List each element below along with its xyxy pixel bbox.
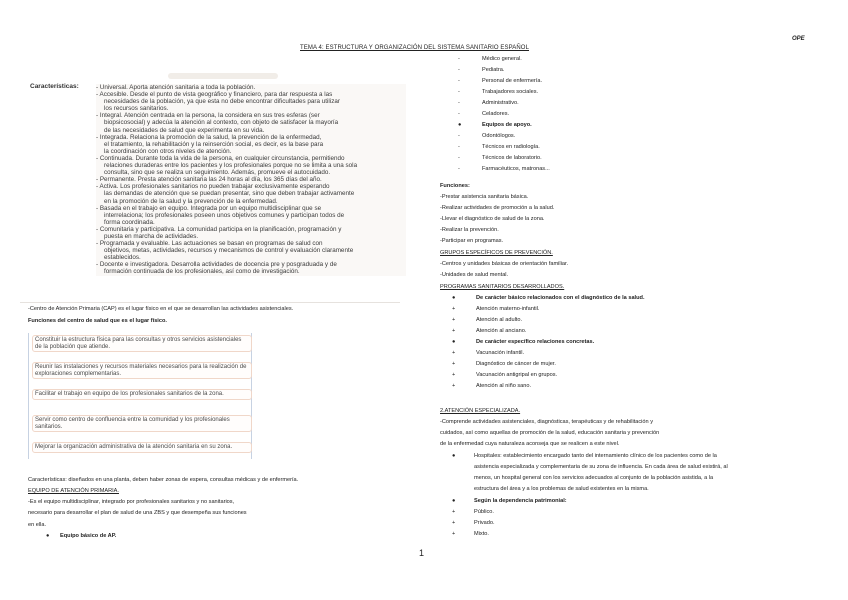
caracteristica-line: consulta, sino que se realiza un seguimiento. Además, promueve el autocuidado. bbox=[104, 169, 331, 177]
funciones-list bbox=[440, 192, 820, 247]
caracteristica-line: los recursos sanitarios. bbox=[104, 105, 169, 113]
list-item bbox=[452, 304, 832, 315]
list-item bbox=[452, 337, 832, 348]
list-item bbox=[458, 54, 838, 65]
equipo-basico-item bbox=[46, 531, 116, 542]
caracteristica-line: - Integral. Atención centrada en la persona, la considera en sus tres esferas (ser bbox=[96, 112, 320, 120]
bullet-icon: ● bbox=[458, 122, 462, 128]
list-item bbox=[452, 529, 832, 540]
especializada-line: de la enfermedad cuya naturaleza aconseja que se realicen a este nivel. bbox=[440, 441, 620, 447]
plus-icon: + bbox=[452, 372, 456, 378]
function-box: Servir como centro de confluencia entre la comunidad y los profesionales sanitarios. bbox=[32, 415, 252, 432]
list-item-label: Pediatra. bbox=[482, 67, 505, 73]
list-item-label: Atención al adulto. bbox=[476, 317, 523, 323]
page-number: 1 bbox=[419, 548, 425, 558]
grupos-title: GRUPOS ESPECÍFICOS DE PREVENCIÓN. bbox=[440, 250, 553, 256]
list-item bbox=[458, 164, 838, 175]
dependencia-list bbox=[452, 496, 832, 540]
caracteristica-line: - Activa. Los profesionales sanitarios no pueden trabajar exclusivamente esperando bbox=[96, 183, 330, 191]
plus-icon: + bbox=[452, 531, 456, 537]
list-item bbox=[458, 153, 838, 164]
especializada-text bbox=[440, 417, 840, 450]
function-box: Constituir la estructura física para las consultas y otros servicios asistenciales de la población que atiende. bbox=[32, 335, 252, 352]
programas-title: PROGRAMAS SANITARIOS DESARROLLADOS. bbox=[440, 284, 565, 290]
caracteristica-line: establecidos. bbox=[104, 254, 141, 262]
especializada-title: 2.ATENCIÓN ESPECIALIZADA. bbox=[440, 408, 521, 414]
plus-icon: + bbox=[452, 350, 456, 356]
list-item-label: Odontólogos. bbox=[482, 133, 516, 139]
staff-list bbox=[458, 54, 838, 175]
list-item-label: Técnicos en radiología. bbox=[482, 144, 540, 150]
bullet-icon: ● bbox=[452, 498, 456, 504]
function-box: Reunir las instalaciones y recursos materiales necesarios para la realización de exploraciones complementarias. bbox=[32, 362, 252, 379]
caracteristica-line: - Continuada. Durante toda la vida de la persona, en cualquier circunstancia, permitiendo bbox=[96, 154, 345, 162]
list-item bbox=[458, 76, 838, 87]
list-item bbox=[452, 496, 832, 507]
caracteristica-line: el tratamiento, la rehabilitación y la reinserción social, es decir, es la base para bbox=[104, 140, 324, 148]
list-item-label: Atención al niño sano. bbox=[476, 383, 532, 389]
plus-icon: + bbox=[452, 328, 456, 334]
dash-icon: - bbox=[458, 155, 460, 161]
caracteristicas-cap-line: Características: diseñados en una planta, deben haber zonas de espera, consultas médicas y de enfermería. bbox=[28, 477, 299, 483]
hospitales-line: asistencia especializada y complementaria de su zona de influencia. En cada área de salud existirá, al bbox=[474, 464, 728, 470]
dash-icon: - bbox=[458, 166, 460, 172]
divider bbox=[20, 302, 400, 303]
list-item-label: Médico general. bbox=[482, 56, 522, 62]
dash-icon: - bbox=[458, 111, 460, 117]
list-item-label: Diagnóstico de cáncer de mujer. bbox=[476, 361, 556, 367]
list-item-label: De carácter específico relaciones concretas. bbox=[476, 339, 595, 345]
list-item-label: Personal de enfermería. bbox=[482, 78, 543, 84]
funciones-centro-line: Funciones del centro de salud que es el lugar físico. bbox=[28, 318, 167, 324]
hospitales-text bbox=[474, 451, 844, 495]
list-item bbox=[458, 120, 838, 131]
caracteristica-line: objetivos, metas, actividades, recursos y mecanismos de control y evaluación claramente bbox=[104, 247, 354, 255]
plus-icon: + bbox=[452, 317, 456, 323]
header-ope: OPE bbox=[792, 36, 805, 42]
list-item-label: Administrativo. bbox=[482, 100, 519, 106]
dash-icon: - bbox=[458, 78, 460, 84]
list-item bbox=[458, 65, 838, 76]
highlight-blob bbox=[168, 73, 278, 79]
especializada-line: -Comprende actividades asistenciales, diagnósticas, terapéuticas y de rehabilitación y bbox=[440, 419, 653, 425]
caracteristica-line: las demandas de atención que se puedan presentar, sino que deben trabajar activamente bbox=[104, 190, 355, 198]
list-item bbox=[452, 326, 832, 337]
list-item bbox=[452, 359, 832, 370]
dash-icon: - bbox=[458, 144, 460, 150]
caracteristicas-label: Características: bbox=[30, 83, 79, 90]
caracteristica-line: formación continuada de los profesionales, así como de investigación. bbox=[104, 268, 300, 276]
caracteristica-line: de las necesidades de salud que experimenta en su vida. bbox=[104, 126, 265, 134]
especializada-line: cuidados, así como aquellas de promoción de la salud, educación sanitaria y prevención bbox=[440, 430, 660, 436]
list-item-label: Celadores. bbox=[482, 111, 510, 117]
list-item-label: Mixto. bbox=[474, 531, 489, 537]
dash-icon: - bbox=[458, 100, 460, 106]
list-item-label: Vacunación antigripal en grupos. bbox=[476, 372, 558, 378]
bullet-icon: ● bbox=[452, 295, 456, 301]
funcion-line: -Realizar la prevención. bbox=[440, 227, 499, 233]
dash-icon: - bbox=[458, 89, 460, 95]
list-item-label: Técnicos de laboratorio. bbox=[482, 155, 542, 161]
caracteristica-line: la coordinación con otros niveles de atención. bbox=[104, 147, 232, 155]
caracteristica-line: - Integrada. Relaciona la promoción de la salud, la prevención de la enfermedad, bbox=[96, 133, 322, 141]
caracteristica-line: - Permanente. Presta atención sanitaria las 24 horas al día, los 365 días del año. bbox=[96, 176, 322, 184]
caracteristica-line: relaciones duraderas entre los pacientes y los profesionales porque no se limita a una sola bbox=[104, 162, 358, 170]
caracteristicas-block bbox=[96, 84, 406, 276]
equipo-basico-label: Equipo básico de AP. bbox=[60, 533, 117, 539]
funcion-line: -Realizar actividades de promoción a la salud. bbox=[440, 205, 555, 211]
list-item-label: Vacunación infantil. bbox=[476, 350, 525, 356]
list-item bbox=[458, 87, 838, 98]
list-item-label: De carácter básico relacionados con el diagnóstico de la salud. bbox=[476, 295, 645, 301]
page-title: TEMA 4: ESTRUCTURA Y ORGANIZACIÓN DEL SISTEMA SANITARIO ESPAÑOL bbox=[300, 45, 530, 51]
list-item bbox=[452, 348, 832, 359]
hospitales-line: Hospitales: establecimiento encargado tanto del internamiento clínico de los pacientes como de la bbox=[474, 453, 717, 459]
functions-boxes bbox=[28, 333, 252, 459]
caracteristica-line: necesidades de la población, ya que esta no debe encontrar dificultades para utilizar bbox=[104, 98, 340, 106]
list-item-label: Público. bbox=[474, 509, 494, 515]
function-box: Facilitar el trabajo en equipo de los profesionales sanitarios de la zona. bbox=[32, 389, 252, 400]
list-item-label: Según la dependencia patrimonial: bbox=[474, 498, 567, 504]
caracteristica-line: forma coordinada. bbox=[104, 218, 155, 226]
funcion-line: -Prestar asistencia sanitaria básica. bbox=[440, 194, 529, 200]
equipo-line: -Es el equipo multidisciplinar, integrado por profesionales sanitarios y no sanitarios, bbox=[28, 499, 235, 505]
plus-icon: + bbox=[452, 383, 456, 389]
list-item-label: Atención al anciano. bbox=[476, 328, 527, 334]
caracteristica-line: interrelaciona; los profesionales poseen unos objetivos comunes y participan todos de bbox=[104, 211, 345, 219]
caracteristica-line: - Accesible. Desde el punto de vista geográfico y financiero, para dar respuesta a las bbox=[96, 91, 333, 99]
caracteristica-line: - Universal. Aporta atención sanitaria a toda la población. bbox=[96, 84, 256, 91]
list-item bbox=[452, 507, 832, 518]
list-item bbox=[452, 381, 832, 392]
bullet-icon: ● bbox=[452, 339, 456, 345]
caracteristica-line: - Docente e investigadora. Desarrolla actividades de docencia pre y posgraduada y de bbox=[96, 261, 337, 269]
bullet-icon: ● bbox=[46, 533, 50, 539]
list-item bbox=[452, 370, 832, 381]
funcion-line: -Llevar el diagnóstico de salud de la zona. bbox=[440, 216, 545, 222]
funcion-line: -Participar en programas. bbox=[440, 238, 504, 244]
cap-line: -Centro de Atención Primaria (CAP) es el lugar físico en el que se desarrollan las actividades asistenciales. bbox=[28, 306, 294, 312]
list-item-label: Equipos de apoyo. bbox=[482, 122, 532, 128]
caracteristica-line: - Comunitaria y participativa. La comunidad participa en la planificación, programación y bbox=[96, 225, 342, 233]
plus-icon: + bbox=[452, 509, 456, 515]
hospitales-line: menos, un hospital general con los servicios adecuados al conjunto de la población asistida, a la bbox=[474, 475, 714, 481]
list-item bbox=[458, 98, 838, 109]
grupos-list bbox=[440, 259, 820, 281]
list-item bbox=[452, 315, 832, 326]
list-item-label: Farmacéuticos, matronas... bbox=[482, 166, 550, 172]
plus-icon: + bbox=[452, 306, 456, 312]
list-item-label: Atención materno-infantil. bbox=[476, 306, 540, 312]
equipo-ap-title: EQUIPO DE ATENCIÓN PRIMARIA. bbox=[28, 488, 119, 494]
list-item bbox=[458, 131, 838, 142]
function-box: Mejorar la organización administrativa de la atención sanitaria en su zona. bbox=[32, 442, 252, 453]
grupo-line: -Centros y unidades básicas de orientación familiar. bbox=[440, 261, 569, 267]
list-item bbox=[458, 142, 838, 153]
equipo-line: necesario para desarrollar el plan de salud de una ZBS y que desempeña sus funciones bbox=[28, 510, 247, 516]
hospitales-line: estructura del área y a los problemas de salud existentes en la misma. bbox=[474, 486, 649, 492]
dash-icon: - bbox=[458, 133, 460, 139]
dash-icon: - bbox=[458, 67, 460, 73]
grupo-line: -Unidades de salud mental. bbox=[440, 272, 509, 278]
bullet-icon: ● bbox=[452, 453, 456, 459]
plus-icon: + bbox=[452, 520, 456, 526]
list-item bbox=[452, 293, 832, 304]
caracteristica-line: - Programada y evaluable. Las actuaciones se basan en programas de salud con bbox=[96, 240, 323, 248]
list-item-label: Privado. bbox=[474, 520, 495, 526]
caracteristica-line: - Basada en el trabajo en equipo. Integrada por un equipo multidisciplinar que se bbox=[96, 204, 322, 212]
plus-icon: + bbox=[452, 361, 456, 367]
list-item bbox=[452, 518, 832, 529]
caracteristica-line: en la promoción de la salud y la prevención de la enfermedad. bbox=[104, 197, 278, 205]
programas-list bbox=[452, 293, 832, 392]
list-item bbox=[458, 109, 838, 120]
caracteristica-line: puesta en marcha de actividades. bbox=[104, 232, 199, 240]
funciones-title: Funciones: bbox=[440, 183, 470, 189]
dash-icon: - bbox=[458, 56, 460, 62]
caracteristica-line: biopsicosocial) y adecúa la atención al contexto, con objeto de satisfacer la mayoría bbox=[104, 119, 339, 127]
list-item-label: Trabajadores sociales. bbox=[482, 89, 539, 95]
equipo-line: en ella. bbox=[28, 522, 47, 528]
